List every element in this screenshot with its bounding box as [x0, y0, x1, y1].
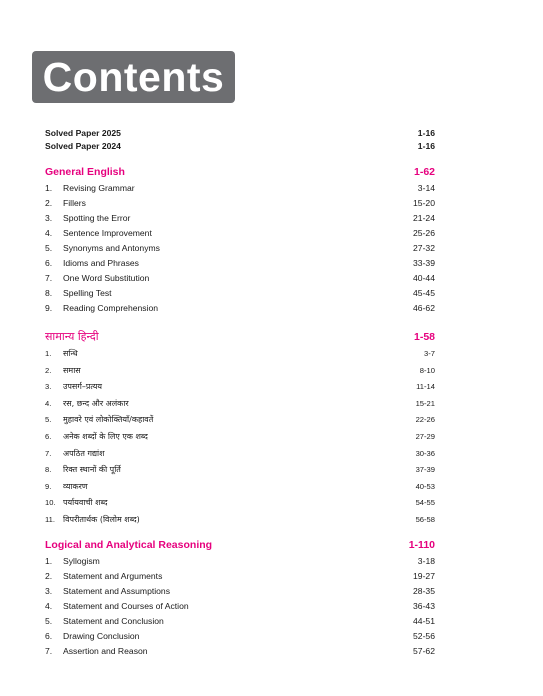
- toc-label: Solved Paper 2024: [45, 141, 121, 151]
- section-heading-reasoning[interactable]: [45, 536, 435, 554]
- toc-pages: 21-24: [413, 213, 435, 223]
- toc-row[interactable]: [45, 226, 435, 241]
- toc-label: Reading Comprehension: [63, 303, 159, 313]
- toc-pages: 45-45: [413, 288, 435, 298]
- page-title: Contents: [42, 53, 225, 100]
- toc-number: 1.: [45, 556, 53, 566]
- toc-pages: 33-39: [413, 258, 435, 268]
- toc-row[interactable]: [45, 569, 435, 584]
- section-logical-reasoning: [45, 536, 435, 659]
- toc-row[interactable]: [45, 495, 435, 512]
- section-samanya-hindi: [45, 328, 435, 529]
- toc-row[interactable]: [45, 181, 435, 196]
- toc-pages: 3-14: [417, 183, 435, 193]
- toc-label: Statement and Courses of Action: [63, 601, 189, 611]
- toc-number: 5.: [45, 243, 53, 253]
- toc-row[interactable]: [45, 379, 435, 396]
- toc-number: 3.: [45, 213, 53, 223]
- section-general-english: [45, 163, 435, 316]
- section-pages: 1-58: [413, 331, 435, 343]
- toc-number: 8.: [45, 465, 52, 475]
- toc-number: 1.: [45, 349, 52, 358]
- toc-number: 7.: [45, 273, 53, 283]
- toc-label: Assertion and Reason: [63, 646, 148, 656]
- toc-number: 2.: [45, 571, 53, 581]
- toc-label: Solved Paper 2025: [45, 128, 121, 138]
- toc-label: Syllogism: [63, 556, 100, 566]
- toc-pages: 3-7: [424, 349, 435, 358]
- toc-row[interactable]: [45, 286, 435, 301]
- toc-label: Statement and Assumptions: [63, 586, 171, 596]
- toc-pages: 15-21: [415, 398, 435, 408]
- section-heading-english[interactable]: [45, 163, 435, 181]
- toc-number: 5.: [45, 415, 52, 425]
- toc-label: Revising Grammar: [63, 183, 135, 193]
- toc-pages: 1-16: [417, 141, 435, 151]
- toc-pages: 54-55: [415, 498, 435, 508]
- toc-pages: 40-53: [415, 481, 435, 491]
- toc-pages: 56-58: [415, 514, 435, 524]
- toc-pages: 30-36: [415, 448, 435, 458]
- toc-pages: 15-20: [413, 198, 435, 208]
- toc-row[interactable]: [45, 271, 435, 286]
- toc-row[interactable]: [45, 301, 435, 316]
- toc-number: 4.: [45, 601, 53, 611]
- toc-pages: 1-16: [417, 128, 435, 138]
- toc-number: 7.: [45, 448, 52, 458]
- toc-label: सन्धि: [63, 349, 78, 358]
- toc-row[interactable]: [45, 614, 435, 629]
- toc-row[interactable]: [45, 256, 435, 271]
- toc-pages: 46-62: [413, 303, 435, 313]
- toc-row[interactable]: [45, 554, 435, 569]
- toc-pages: 57-62: [413, 646, 435, 656]
- toc-row-solved-2025[interactable]: [45, 127, 435, 140]
- toc-number: 1.: [45, 183, 53, 193]
- toc-label: उपसर्ग–प्रत्यय: [63, 382, 102, 392]
- toc-number: 9.: [45, 303, 53, 313]
- toc-pages: 40-44: [413, 273, 435, 283]
- toc-label: Drawing Conclusion: [63, 631, 140, 641]
- section-title: General English: [45, 166, 125, 178]
- toc-row[interactable]: [45, 396, 435, 413]
- toc-row[interactable]: [45, 241, 435, 256]
- toc-label: रिक्त स्थानों की पूर्ति: [63, 465, 121, 475]
- toc-pages: 36-43: [413, 601, 435, 611]
- toc-label: Fillers: [63, 198, 86, 208]
- contents-title-box: [32, 51, 235, 103]
- toc-pages: 27-29: [415, 431, 435, 441]
- toc-row[interactable]: [45, 462, 435, 479]
- toc-row[interactable]: [45, 599, 435, 614]
- toc-row[interactable]: [45, 429, 435, 446]
- toc-row[interactable]: [45, 412, 435, 429]
- toc-number: 2.: [45, 365, 52, 375]
- toc-pages: 52-56: [413, 631, 435, 641]
- toc-row[interactable]: [45, 644, 435, 659]
- toc-pages: 11-14: [416, 382, 435, 392]
- toc-label: रस, छन्द और अलंकार: [63, 398, 129, 408]
- toc-pages: 25-26: [413, 228, 435, 238]
- toc-row[interactable]: [45, 346, 435, 363]
- toc-label: व्याकरण: [63, 481, 88, 491]
- section-heading-hindi[interactable]: [45, 328, 435, 346]
- toc-pages: 37-39: [415, 465, 435, 475]
- toc-pages: 8-10: [419, 365, 435, 375]
- section-pages: 1-62: [413, 166, 435, 178]
- solved-papers-list: [45, 127, 435, 153]
- toc-number: 6.: [45, 258, 53, 268]
- toc-number: 4.: [45, 398, 52, 408]
- toc-pages: 28-35: [413, 586, 435, 596]
- toc-row[interactable]: [45, 479, 435, 496]
- toc-label: अपठित गद्यांश: [63, 448, 105, 458]
- toc-row[interactable]: [45, 196, 435, 211]
- toc-row[interactable]: [45, 211, 435, 226]
- toc-row[interactable]: [45, 363, 435, 380]
- toc-number: 4.: [45, 228, 53, 238]
- toc-label: विपरीतार्थक (विलोम शब्द): [63, 514, 140, 524]
- toc-label: Statement and Conclusion: [63, 616, 164, 626]
- toc-label: समास: [63, 365, 81, 375]
- toc-label: Spelling Test: [63, 288, 112, 298]
- toc-number: 3.: [45, 586, 53, 596]
- toc-pages: 19-27: [413, 571, 435, 581]
- toc-number: 3.: [45, 382, 52, 392]
- section-pages: 1-110: [408, 539, 435, 551]
- section-title: Logical and Analytical Reasoning: [45, 539, 213, 551]
- toc-label: Synonyms and Antonyms: [63, 243, 160, 253]
- toc-pages: 22-26: [415, 415, 435, 425]
- toc-row[interactable]: [45, 629, 435, 644]
- toc-label: Idioms and Phrases: [63, 258, 139, 268]
- toc-label: Statement and Arguments: [63, 571, 163, 581]
- toc-row-solved-2024[interactable]: [45, 140, 435, 153]
- toc-pages: 44-51: [413, 616, 435, 626]
- toc-label: Sentence Improvement: [63, 228, 152, 238]
- toc-number: 2.: [45, 198, 53, 208]
- toc-number: 6.: [45, 631, 53, 641]
- toc-row[interactable]: [45, 512, 435, 529]
- toc-number: 6.: [45, 431, 52, 441]
- toc-number: 9.: [45, 481, 52, 491]
- toc-row[interactable]: [45, 446, 435, 463]
- toc-number: 11.: [45, 514, 55, 524]
- toc-pages: 3-18: [417, 556, 435, 566]
- toc-label: Spotting the Error: [63, 213, 131, 223]
- toc-label: One Word Substitution: [63, 273, 150, 283]
- toc-label: पर्यायवाची शब्द: [63, 498, 108, 508]
- toc-number: 5.: [45, 616, 53, 626]
- toc-number: 10.: [45, 498, 56, 508]
- toc-number: 8.: [45, 288, 53, 298]
- toc-pages: 27-32: [413, 243, 435, 253]
- toc-label: अनेक शब्दों के लिए एक शब्द: [63, 431, 148, 441]
- toc-row[interactable]: [45, 584, 435, 599]
- section-title: सामान्य हिन्दी: [45, 330, 99, 343]
- toc-number: 7.: [45, 646, 53, 656]
- toc-label: मुहावरे एवं लोकोक्तियाँ/कहावतें: [63, 415, 154, 425]
